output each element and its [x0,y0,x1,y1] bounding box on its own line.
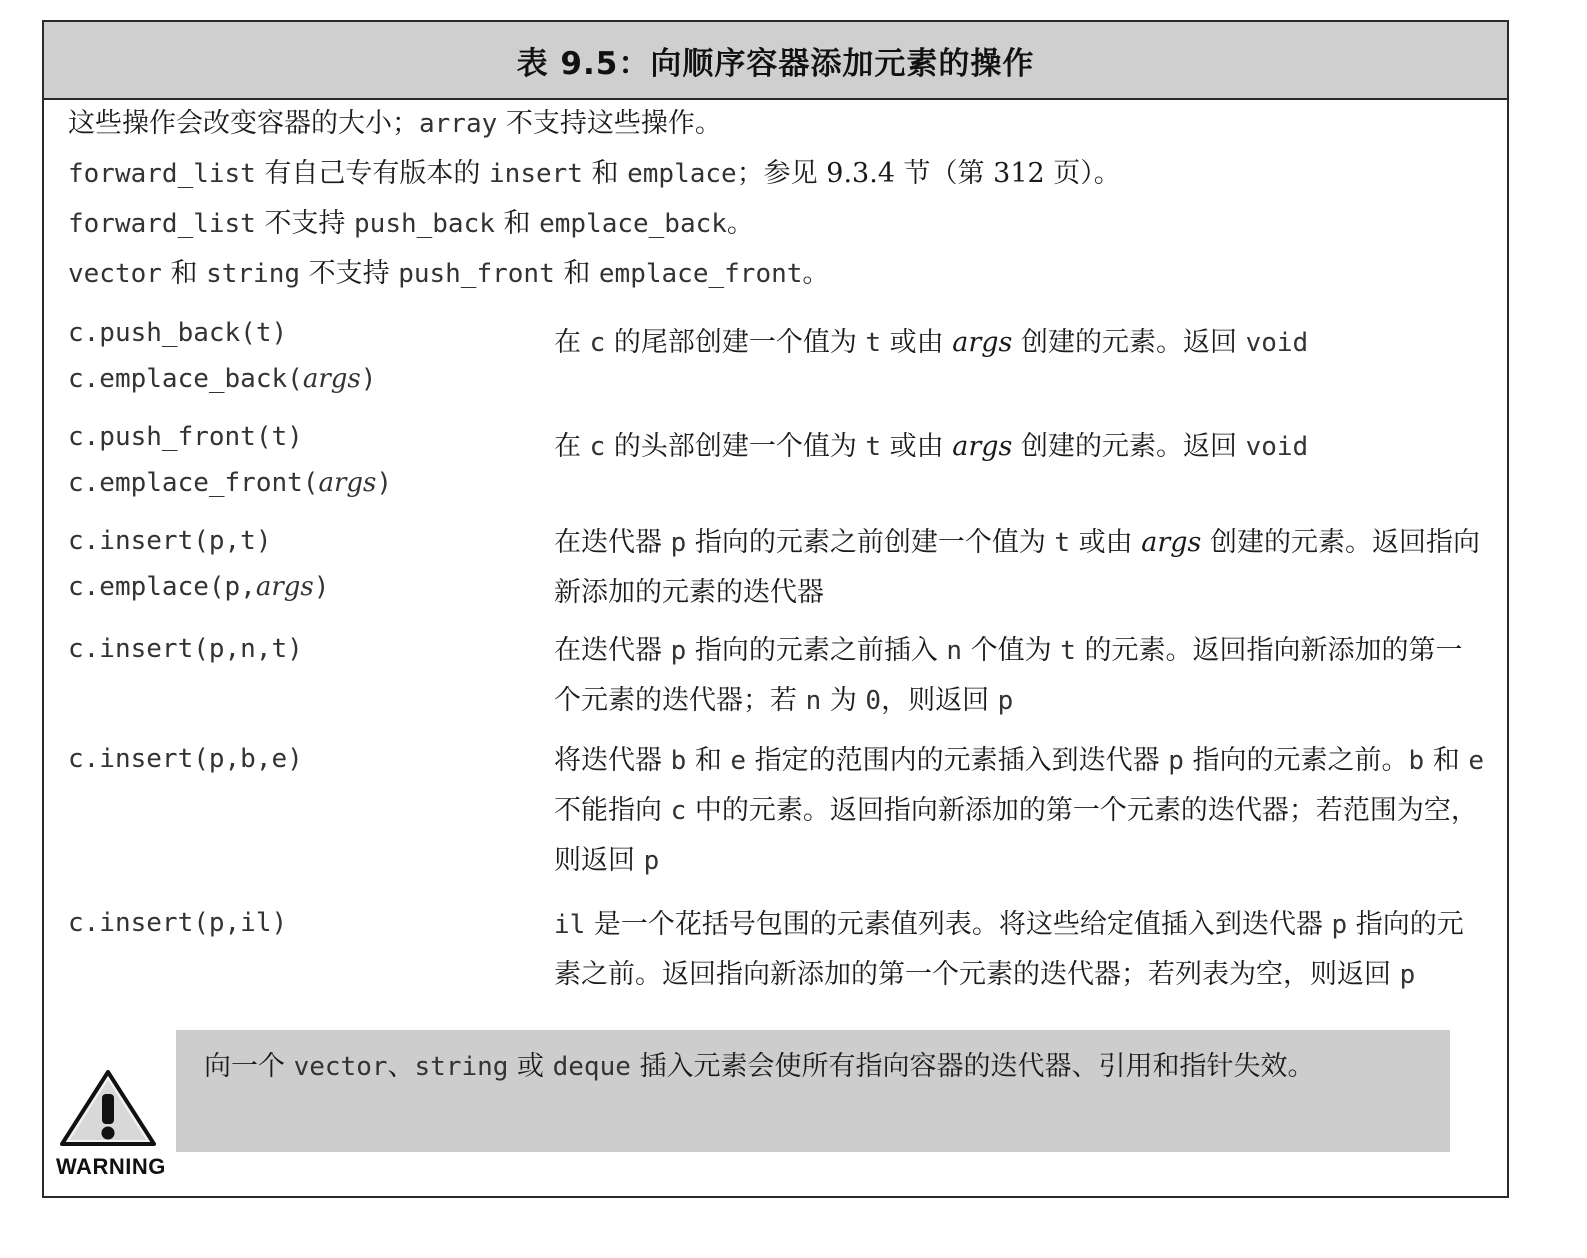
note-code: emplace [627,159,737,189]
op-row-insert-range [68,736,1488,900]
op-signatures [68,626,538,672]
op-signature: c.push_front(t) [68,422,303,452]
note-text: 。 [726,208,754,239]
table-title-bar [44,22,1507,100]
warning-text: 向一个 vector、string 或 deque 插入元素会使所有指向容器的迭代器、引用和指针失效。 [204,1051,1315,1082]
note-text: 有自己专有版本的 [255,158,490,189]
op-description: 将迭代器 b 和 e 指定的范围内的元素插入到迭代器 p 指向的元素之前。b 和 e 不能指向 c 中的元素。返回指向新添加的第一个元素的迭代器；若范围为空，则返回 p [554,745,1484,876]
op-signature: c.push_back(t) [68,318,288,348]
note-text: 和 [554,258,599,289]
op-row-push-back [68,310,1488,414]
note-code: forward_list [68,209,256,239]
op-description: 在 c 的头部创建一个值为 t 或由 args 创建的元素。返回 void [554,431,1309,462]
op-signature: c.insert(p,b,e) [68,744,303,774]
note-code: push_front [398,259,555,289]
warning-box [176,1030,1450,1152]
note-text: 。 [802,258,830,289]
table-frame [42,20,1509,1198]
note-text: 不支持这些操作。 [497,108,722,139]
note-text: 和 [582,158,628,189]
warning-label: WARNING [56,1154,166,1179]
op-row-insert-emplace [68,518,1488,626]
op-description: 在迭代器 p 指向的元素之前创建一个值为 t 或由 args 创建的元素。返回指向新添加的元素的迭代器 [554,527,1480,608]
note-code: vector [68,259,162,289]
note-code: string [206,259,301,289]
table-title: 表 9.5：向顺序容器添加元素的操作 [516,45,1035,82]
note-text: 这些操作会改变容器的大小； [68,108,419,139]
note-line-1 [68,106,722,142]
note-code: array [419,109,498,139]
op-signatures [68,414,538,506]
warning-icon [56,1068,166,1180]
note-text: 和 [161,258,207,289]
op-signature: c.insert(p,il) [68,908,288,938]
note-text: 和 [494,208,540,239]
op-signatures [68,518,538,610]
op-description: il 是一个花括号包围的元素值列表。将这些给定值插入到迭代器 p 指向的元素之前。返回指向新添加的第一个元素的迭代器；若列表为空，则返回 p [554,909,1464,990]
op-signature: c.insert(p,t) [68,526,272,556]
op-signature: c.emplace_back(args) [68,364,377,394]
op-description: 在迭代器 p 指向的元素之前插入 n 个值为 t 的元素。返回指向新添加的第一个元素的迭代器；若 n 为 0，则返回 p [554,635,1463,716]
note-line-4 [68,256,829,292]
op-signature: c.emplace(p,args) [68,572,330,602]
note-code: emplace_back [539,209,727,239]
op-description: 在 c 的尾部创建一个值为 t 或由 args 创建的元素。返回 void [554,327,1309,358]
note-line-3 [68,206,754,242]
operations-list [68,310,1488,1060]
op-signatures [68,736,538,782]
note-code: forward_list [68,159,256,189]
warning-triangle-icon [56,1068,160,1148]
op-row-insert-n [68,626,1488,736]
op-row-push-front [68,414,1488,518]
note-code: insert [489,159,583,189]
op-signatures [68,900,538,946]
op-signatures [68,310,538,402]
op-signature: c.insert(p,n,t) [68,634,303,664]
note-code: push_back [354,209,495,239]
note-text: ；参见 9.3.4 节（第 312 页）。 [736,158,1121,189]
note-text: 不支持 [255,208,355,239]
note-text: 不支持 [300,258,399,289]
note-line-2 [68,156,1121,192]
op-signature: c.emplace_front(args) [68,468,393,498]
note-code: emplace_front [598,259,803,289]
